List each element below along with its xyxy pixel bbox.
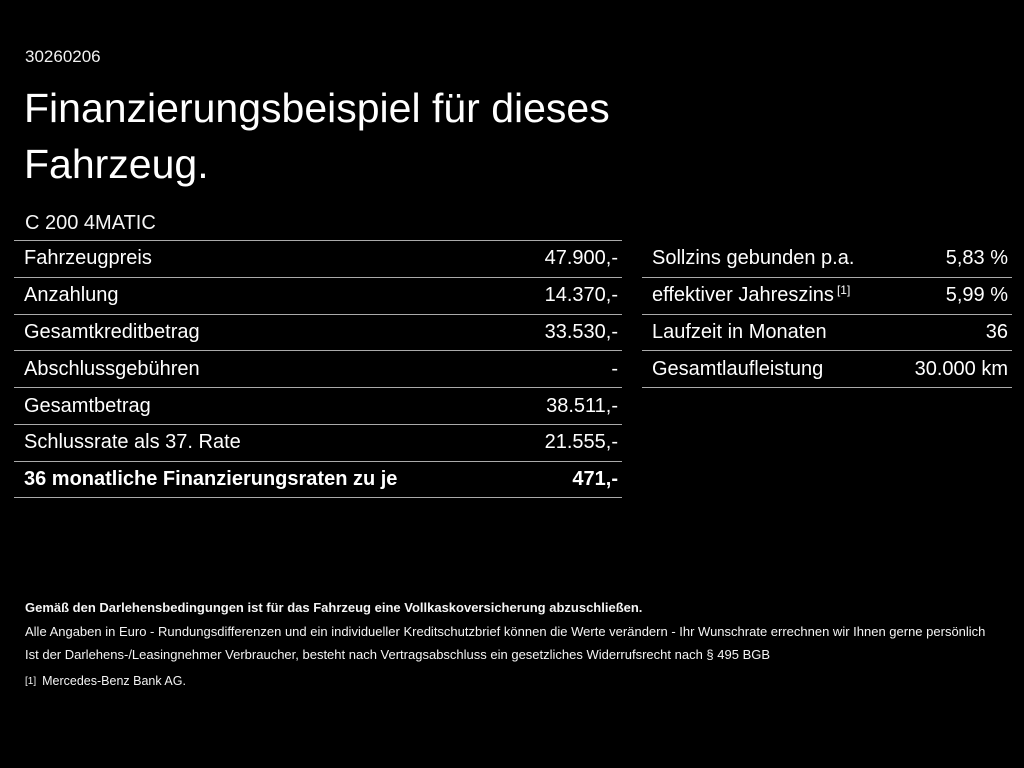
table-row [642, 351, 1012, 388]
row-value: 36 [985, 320, 1008, 343]
row-label: Schlussrate als 37. Rate [24, 431, 241, 454]
row-label: effektiver Jahreszins [1] [652, 283, 851, 307]
row-value: 47.900,- [544, 247, 618, 270]
footnote-reference: [1] [836, 283, 851, 298]
table-row [14, 240, 622, 277]
row-label: Gesamtbetrag [24, 394, 151, 417]
row-label: Sollzins gebunden p.a. [652, 247, 855, 270]
row-value: 30.000 km [914, 357, 1008, 380]
footnote-text: Mercedes-Benz Bank AG. [42, 674, 186, 688]
table-row [14, 314, 622, 351]
disclaimer-line: Ist der Darlehens-/Leasingnehmer Verbraucher, besteht nach Vertragsabschluss ein gesetzliches Widerrufsrecht nach § 495 BGB [25, 647, 771, 662]
footer-disclaimers [25, 601, 1004, 700]
table-row [14, 424, 622, 461]
row-label: Laufzeit in Monaten [652, 320, 827, 343]
vehicle-model: C 200 4MATIC [25, 212, 156, 234]
footnote-marker: [1] [25, 676, 37, 687]
table-row [642, 278, 1012, 315]
table-row [14, 350, 622, 387]
disclaimer-line: Alle Angaben in Euro - Rundungsdifferenzen und ein individueller Kreditschutzbrief können die Werte verändern - Ihr Wunschrate errechnen wir Ihnen gerne persönlich [25, 623, 986, 639]
row-value: 14.370,- [544, 284, 618, 307]
row-value: 5,83 % [945, 247, 1008, 270]
row-value: 38.511,- [546, 394, 618, 417]
row-value: 21.555,- [544, 431, 618, 454]
row-label: Abschlussgebühren [24, 357, 200, 380]
row-value: - [611, 357, 618, 380]
table-row-monthly-rate [14, 461, 622, 498]
row-value: 471,- [572, 467, 618, 490]
page-title [24, 80, 610, 192]
row-label: Fahrzeugpreis [24, 247, 152, 270]
row-value: 33.530,- [544, 320, 618, 343]
table-row [642, 315, 1012, 352]
conditions-table [642, 241, 1012, 388]
table-row [14, 387, 622, 424]
table-row [642, 241, 1012, 278]
row-label: Gesamtlaufleistung [652, 357, 824, 380]
financing-table [14, 240, 622, 498]
row-label: 36 monatliche Finanzierungsraten zu je [24, 467, 398, 490]
page-title-line1: Finanzierungsbeispiel für dieses [24, 85, 610, 131]
table-row [14, 277, 622, 314]
insurance-note: Gemäß den Darlehensbedingungen ist für das Fahrzeug eine Vollkaskoversicherung abzuschließen. [25, 600, 643, 615]
row-label: Anzahlung [24, 284, 119, 307]
document-number: 30260206 [25, 47, 101, 66]
footnote [25, 674, 1004, 690]
row-value: 5,99 % [945, 284, 1008, 307]
row-label: Gesamtkreditbetrag [24, 320, 200, 343]
page-title-line2: Fahrzeug. [24, 141, 209, 187]
